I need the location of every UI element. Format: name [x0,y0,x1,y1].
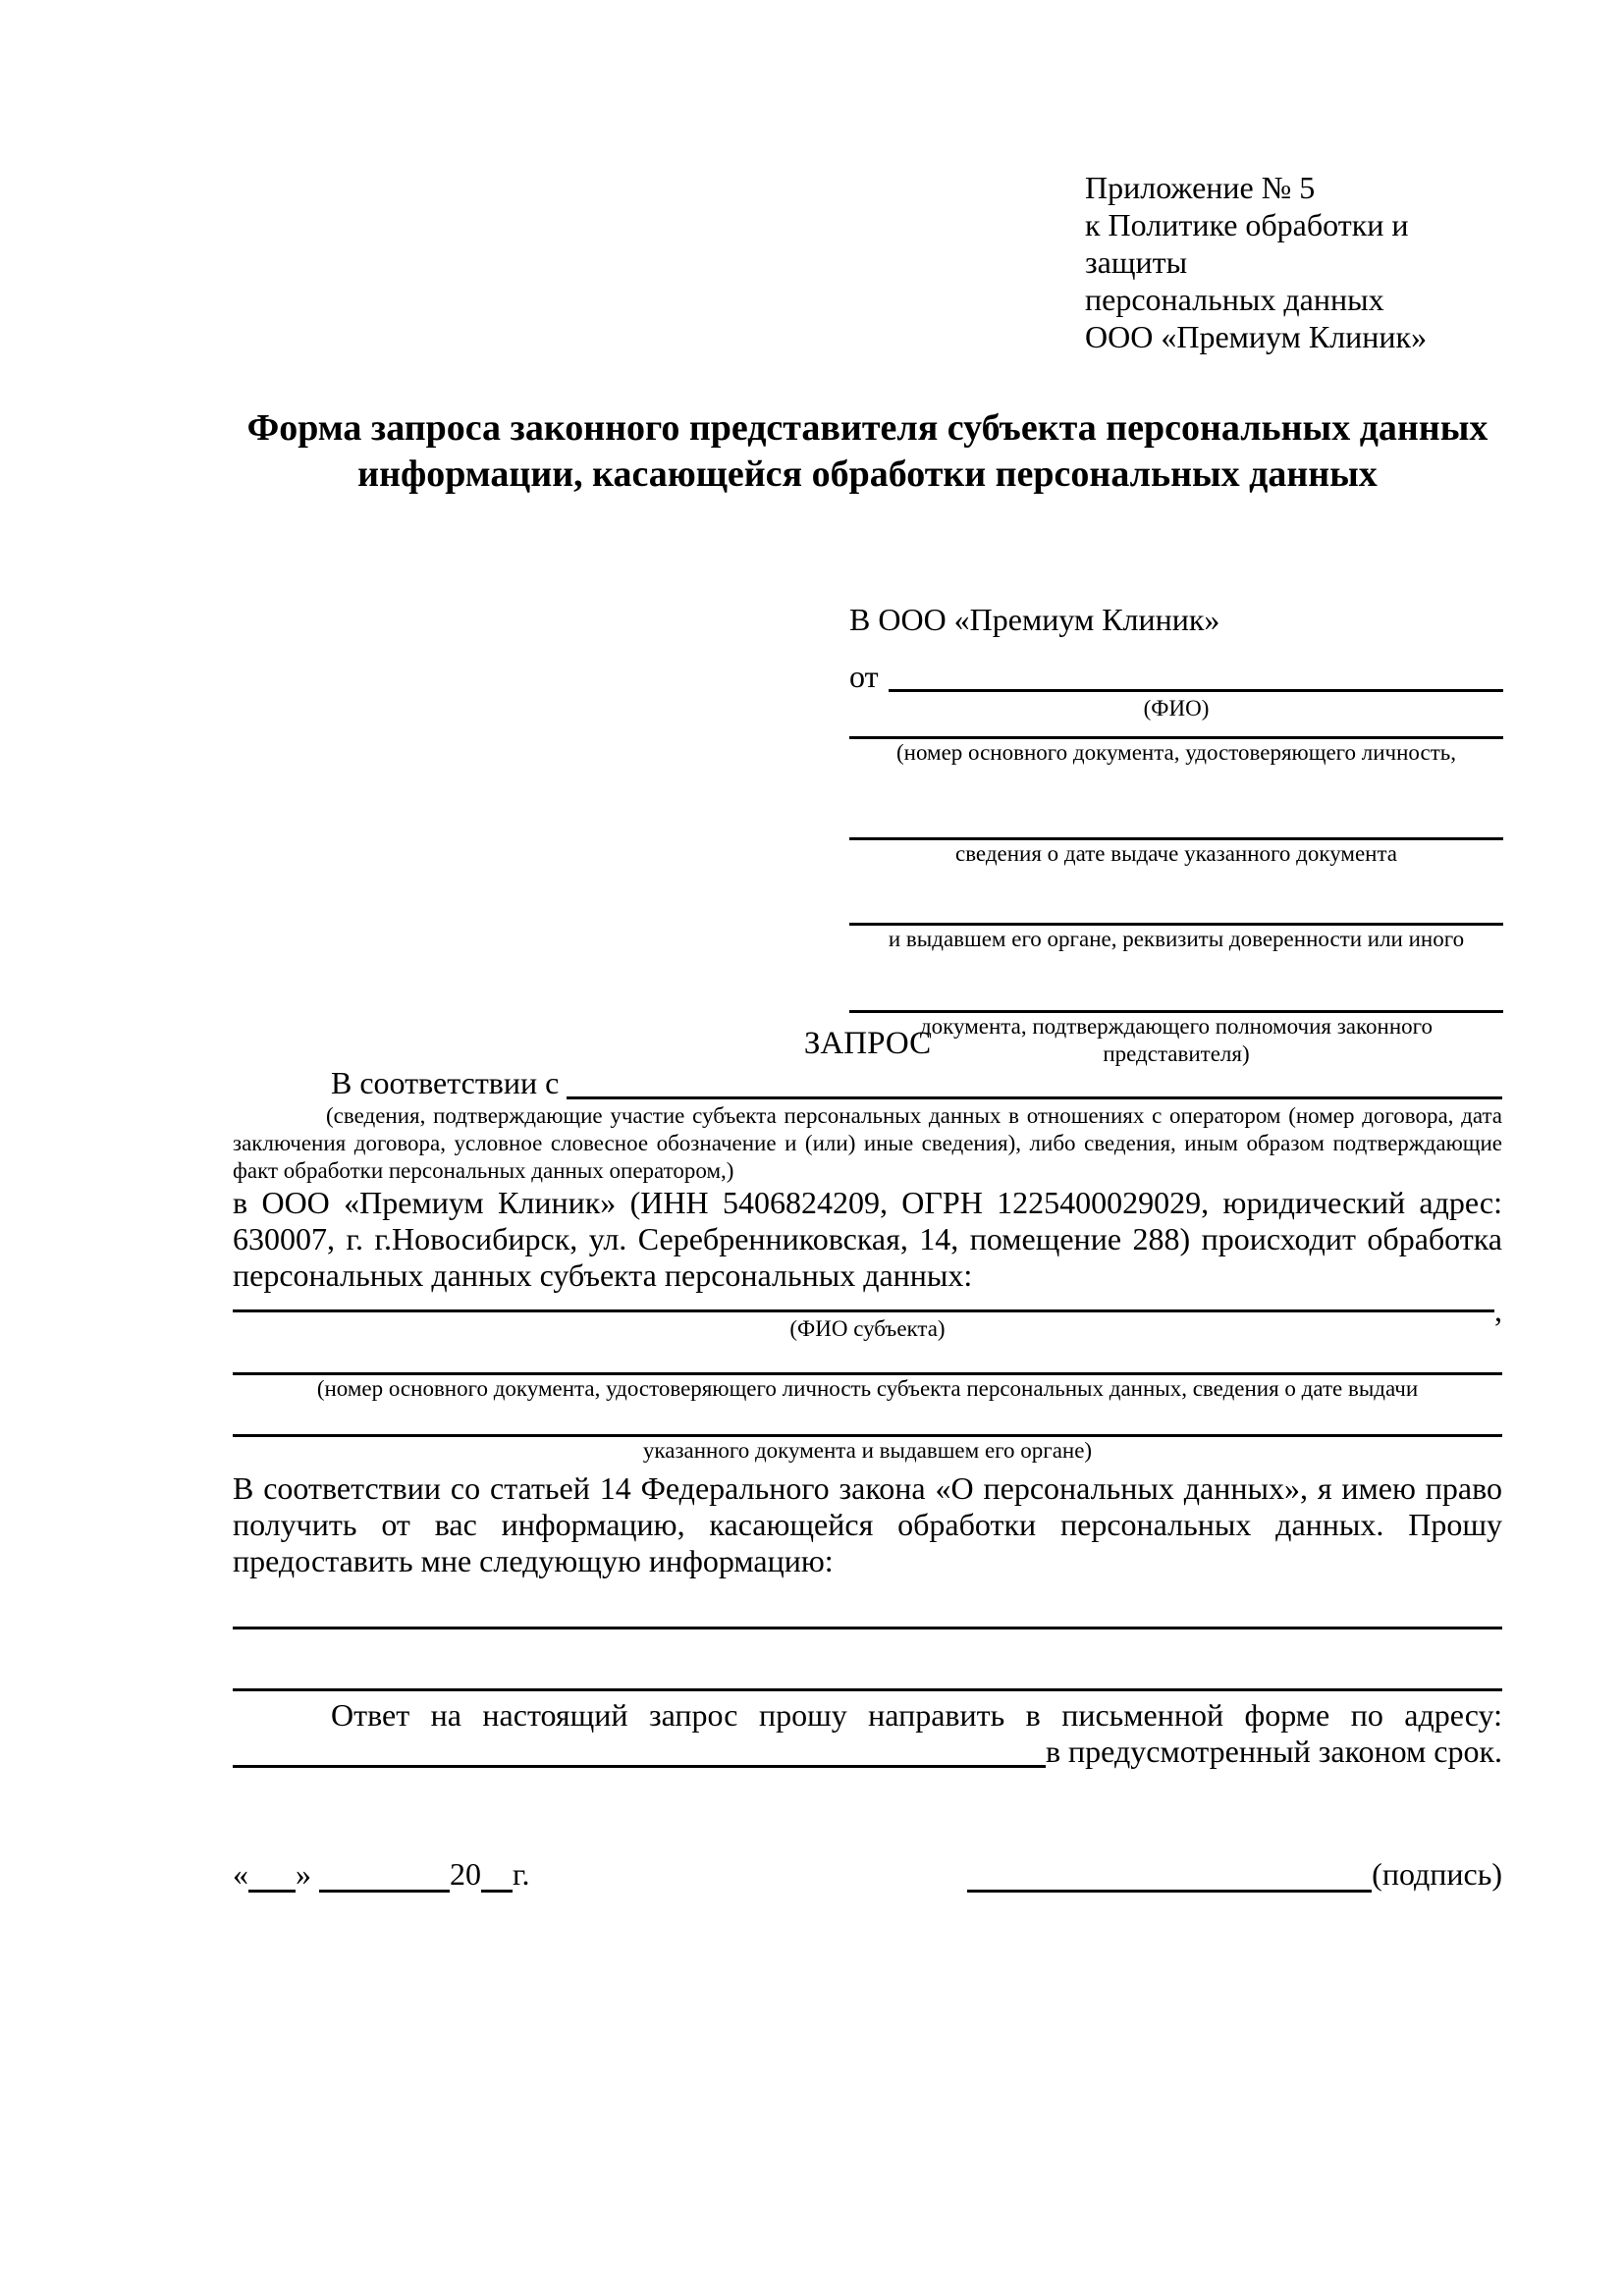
reply-paragraph: Ответ на настоящий запрос прошу направить в письменной форме по адресу: [331,1697,1502,1733]
rep-doc-line-2 [849,767,1503,840]
date-year-blank [481,1860,513,1893]
reply-address-row [233,1734,1502,1771]
subject-fio-comma: , [1494,1293,1502,1328]
info-blank-line-1 [233,1587,1502,1629]
rep-doc-caption-1: (номер основного документа, удостоверяющего личность, [895,740,1456,765]
addressee-org: В ООО «Премиум Клиник» [849,602,1220,637]
date-year-suffix: г. [513,1856,530,1892]
appendix-line-3: персональных данных [1085,282,1384,317]
signature-line [967,1860,1372,1893]
document-title [233,405,1502,498]
info-blank-line-2 [233,1629,1502,1691]
appendix-line-4: ООО «Премиум Клиник» [1085,319,1428,354]
fio-caption: (ФИО) [1143,696,1210,721]
appendix-line-1: Приложение № 5 [1085,170,1316,205]
accordance-caption: (сведения, подтверждающие участие субъекта персональных данных в отношениях с оператором (номер договора, дата заключения договора, условное словесное обозначение и (или) иные сведения), либо сведения, иным образом подтверждающие факт обработки персональных данных оператором,) [233,1103,1502,1183]
subject-fio-caption: (ФИО субъекта) [789,1316,946,1341]
subject-fio-row [233,1293,1502,1328]
rights-paragraph: В соответствии со статьей 14 Федерального закона «О персональных данных», я имею право получить от вас информацию, касающейся обработки персональных данных. Прошу предоставить мне следующую информацию: [233,1470,1502,1578]
date-quote-open: « [233,1856,248,1892]
date-group [233,1856,530,1893]
reply-address-line [233,1734,1046,1768]
signature-caption: (подпись) [1372,1856,1502,1892]
title-line-1: Форма запроса законного представителя субъекта персональных данных [246,407,1489,449]
accordance-fill-line [567,1065,1502,1099]
subject-doc-caption-2: указанного документа и выдавшем его органе) [642,1438,1093,1463]
date-month-blank [319,1860,450,1893]
date-year-prefix: 20 [450,1856,481,1892]
from-row [849,658,1503,695]
subject-fio-line [233,1300,1494,1312]
reply-tail: в предусмотренный законом срок. [1045,1734,1502,1769]
date-quote-close: » [296,1856,311,1892]
rep-doc-caption-2: сведения о дате выдаче указанного документа [954,841,1398,866]
request-heading: ЗАПРОС [803,1026,932,1061]
date-day-blank [248,1860,296,1893]
rep-doc-caption-3: и выдавшем его органе, реквизиты доверенности или иного [888,927,1465,951]
rep-doc-line-1 [849,722,1503,739]
subject-doc-line-2 [233,1418,1502,1437]
rep-doc-caption-4: документа, подтверждающего полномочия законного представителя) [919,1014,1433,1066]
from-label: от [849,659,879,694]
addressee-block [849,601,1503,1068]
subject-doc-line-1 [233,1357,1502,1375]
title-line-2: информации, касающейся обработки персональных данных [357,454,1378,495]
appendix-note [1085,169,1507,355]
signature-group [967,1856,1502,1893]
accordance-label: В соответствии с [331,1065,560,1100]
accordance-row [233,1065,1502,1102]
appendix-line-2: к Политике обработки и защиты [1085,207,1409,280]
from-fill-line [889,658,1503,692]
rep-doc-line-4 [849,953,1503,1013]
operator-paragraph: в ООО «Премиум Клиник» (ИНН 5406824209, ОГРН 1225400029029, юридический адрес: 630007, г. г.Новосибирск, ул. Серебренниковская, 14, помещение 288) происходит обработка персональных данных субъекта персональных данных: [233,1185,1502,1293]
subject-doc-caption-1: (номер основного документа, удостоверяющего личность субъекта персональных данных, сведения о дате выдачи [316,1376,1419,1401]
rep-doc-line-3 [849,868,1503,926]
date-signature-row [233,1857,1502,1893]
request-body [233,1065,1502,1893]
